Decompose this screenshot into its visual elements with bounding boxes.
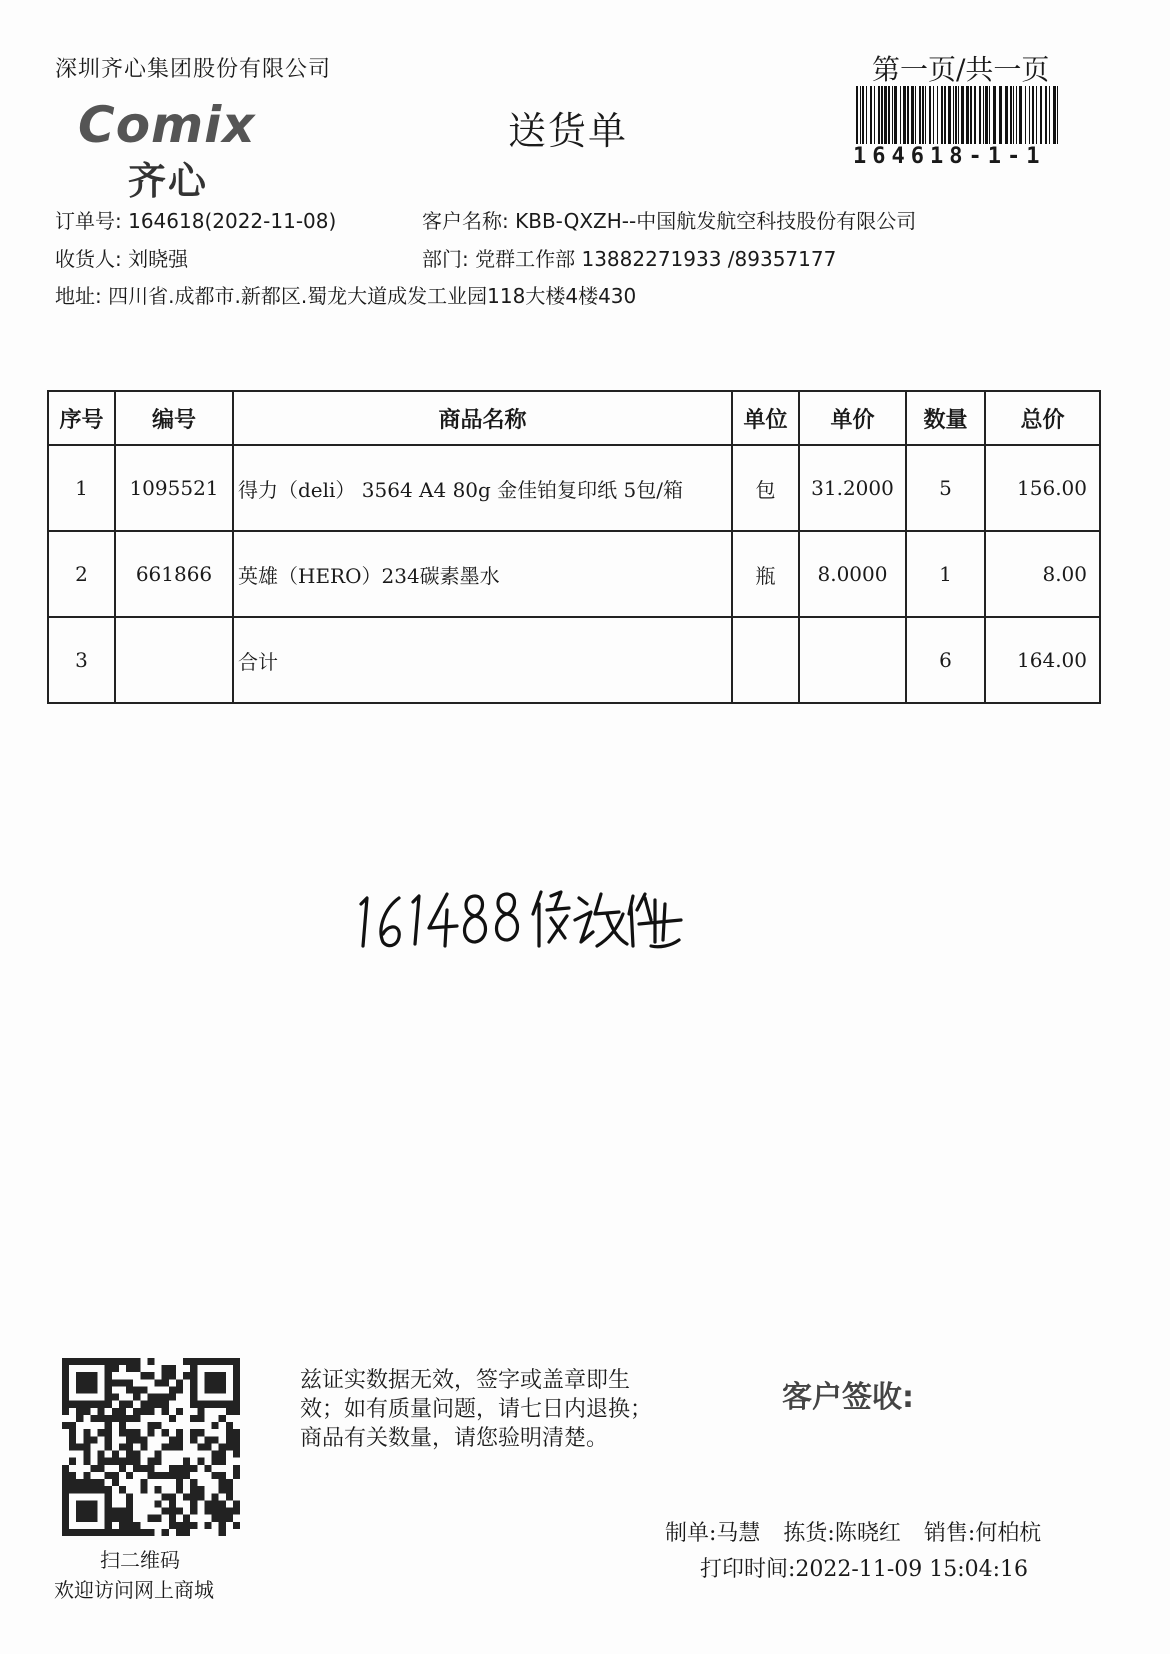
cell-unit: 包 xyxy=(732,445,799,531)
cell-code: 1095521 xyxy=(115,445,233,531)
header-code: 编号 xyxy=(115,391,233,445)
header-total: 总价 xyxy=(985,391,1100,445)
qr-caption-scan: 扫二维码 xyxy=(100,1548,180,1572)
customer-label: 客户名称: xyxy=(422,209,509,233)
items-table xyxy=(47,390,1101,704)
qr-caption-welcome: 欢迎访问网上商城 xyxy=(54,1578,214,1602)
order-value: 164618(2022-11-08) xyxy=(128,209,337,233)
cell-qty: 6 xyxy=(906,617,985,703)
table-row xyxy=(48,531,1100,617)
header-unit: 单位 xyxy=(732,391,799,445)
picker: 拣货:陈晓红 xyxy=(783,1521,901,1546)
customer-name xyxy=(422,205,916,234)
table-header-row xyxy=(48,391,1100,445)
order-label: 订单号: xyxy=(55,209,122,233)
cell-qty: 1 xyxy=(906,531,985,617)
address xyxy=(55,280,636,309)
header-seq: 序号 xyxy=(48,391,115,445)
notice-line-3: 商品有关数量，请您验明清楚。 xyxy=(300,1426,609,1451)
cell-seq: 2 xyxy=(48,531,115,617)
table-row-total xyxy=(48,617,1100,703)
cell-unit xyxy=(732,617,799,703)
receiver-label: 收货人: xyxy=(55,247,122,271)
maker: 制单:马慧 xyxy=(665,1521,761,1546)
cell-name: 英雄（HERO）234碳素墨水 xyxy=(233,531,732,617)
cell-total: 8.00 xyxy=(985,531,1100,617)
cell-seq: 1 xyxy=(48,445,115,531)
table-row xyxy=(48,445,1100,531)
cell-seq: 3 xyxy=(48,617,115,703)
department xyxy=(422,243,836,272)
header-name: 商品名称 xyxy=(233,391,732,445)
header-qty: 数量 xyxy=(906,391,985,445)
address-value: 四川省.成都市.新都区.蜀龙大道成发工业园118大楼4楼430 xyxy=(108,284,637,308)
company-name: 深圳齐心集团股份有限公司 xyxy=(55,57,332,82)
document-title: 送货单 xyxy=(508,109,629,153)
page-info: 第一页/共一页 xyxy=(872,53,1050,86)
cell-total: 156.00 xyxy=(985,445,1100,531)
dept-label: 部门: xyxy=(422,247,469,271)
address-label: 地址: xyxy=(55,284,102,308)
customer-value: KBB-QXZH--中国航发航空科技股份有限公司 xyxy=(515,209,917,233)
barcode-number: 164618-1-1 xyxy=(853,144,1046,169)
dept-value: 党群工作部 13882271933 /89357177 xyxy=(475,247,837,271)
cell-name: 得力（deli） 3564 A4 80g 金佳铂复印纸 5包/箱 xyxy=(233,445,732,531)
notice-text xyxy=(300,1366,720,1453)
comix-logo-cn: 齐心 xyxy=(128,159,209,203)
comix-logo: Comix xyxy=(78,96,256,154)
order-number xyxy=(55,205,336,234)
handwritten-note xyxy=(355,880,685,955)
cell-code xyxy=(115,617,233,703)
qr-code xyxy=(62,1358,240,1536)
receiver-value: 刘晓强 xyxy=(128,247,189,271)
header-price: 单价 xyxy=(799,391,906,445)
cell-total: 164.00 xyxy=(985,617,1100,703)
notice-line-2: 效；如有质量问题，请七日内退换； xyxy=(300,1397,653,1422)
staff-info xyxy=(665,1516,1057,1547)
cell-name: 合计 xyxy=(233,617,732,703)
seller: 销售:何柏杭 xyxy=(923,1521,1042,1546)
cell-qty: 5 xyxy=(906,445,985,531)
print-time: 打印时间:2022-11-09 15:04:16 xyxy=(700,1557,1029,1582)
barcode xyxy=(856,86,1061,144)
customer-sign-label: 客户签收: xyxy=(782,1380,914,1415)
receiver xyxy=(55,243,188,272)
cell-code: 661866 xyxy=(115,531,233,617)
notice-line-1: 兹证实数据无效，签字或盖章即生 xyxy=(300,1368,631,1393)
cell-unit: 瓶 xyxy=(732,531,799,617)
cell-price xyxy=(799,617,906,703)
cell-price: 31.2000 xyxy=(799,445,906,531)
cell-price: 8.0000 xyxy=(799,531,906,617)
